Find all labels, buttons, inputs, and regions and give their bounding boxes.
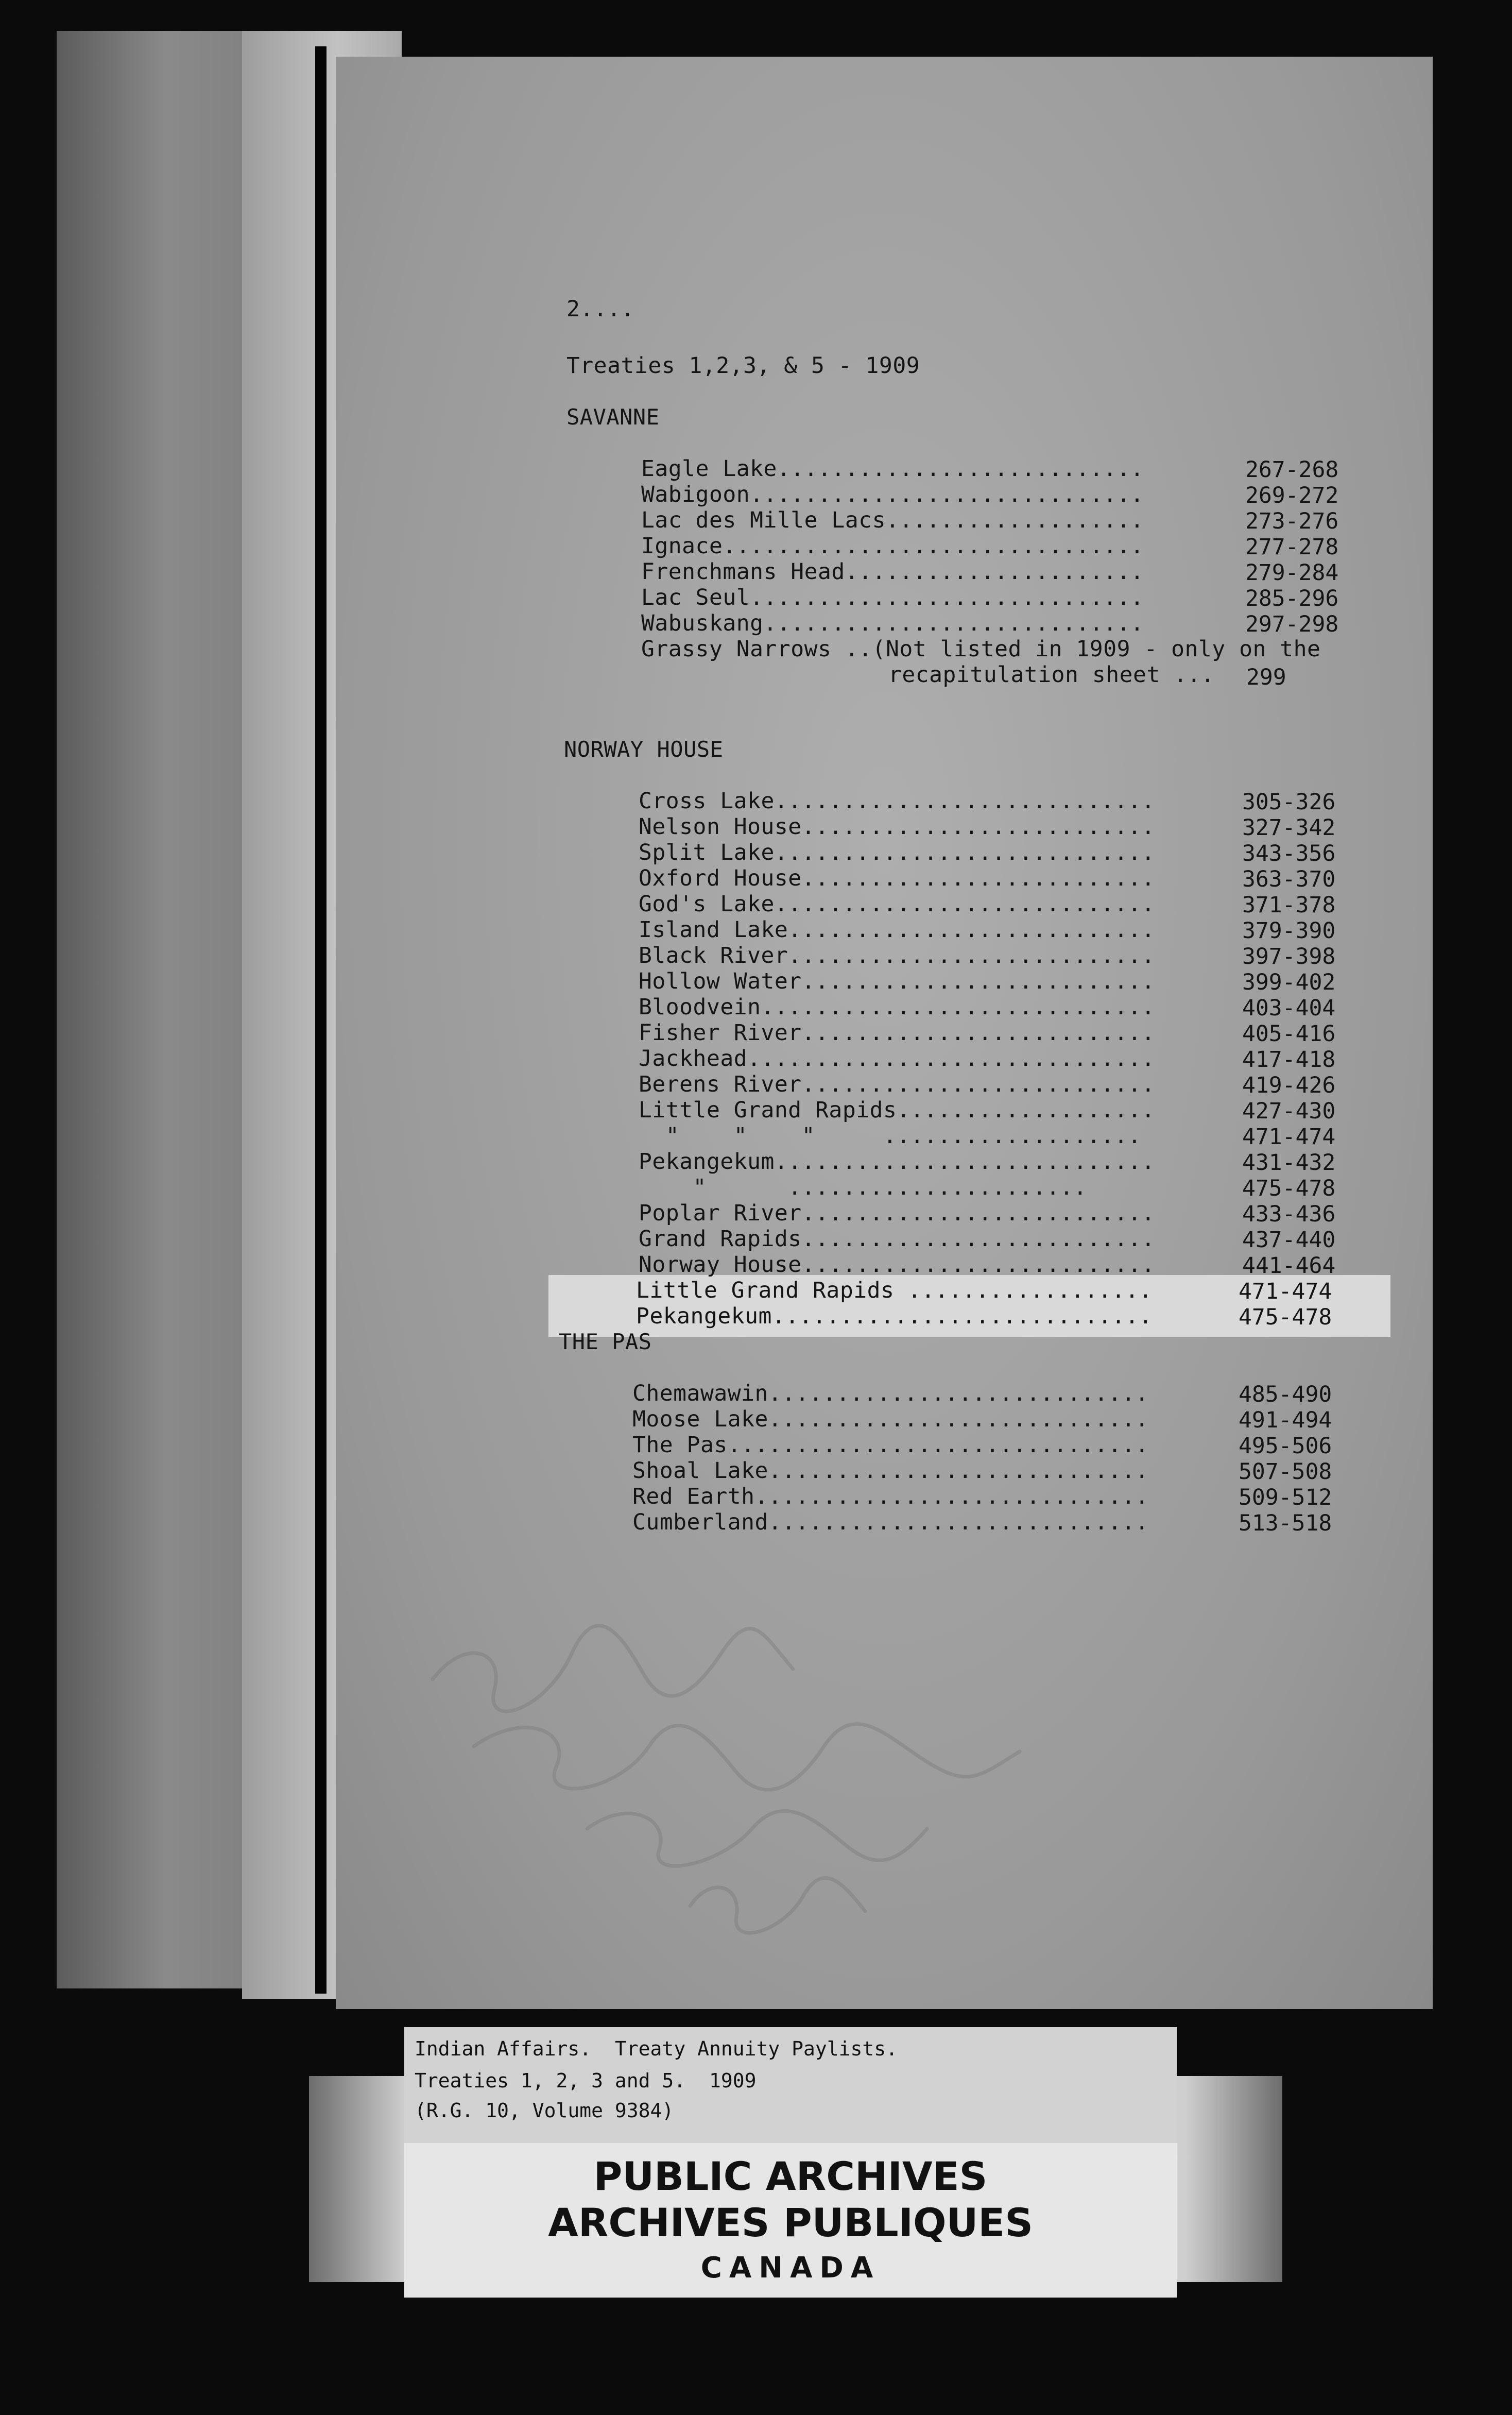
leader-dots: ............................... [727, 1432, 1149, 1458]
page-title: Treaties 1,2,3, & 5 - 1909 [566, 353, 920, 379]
index-entry [639, 865, 1155, 891]
entry-page-range: 485-490 [1239, 1382, 1332, 1407]
entry-page-range: 269-272 [1245, 483, 1339, 508]
leader-dots: ........................... [788, 917, 1155, 943]
entry-page-range: 305-326 [1242, 789, 1336, 815]
archives-french: ARCHIVES PUBLIQUES [548, 2200, 1033, 2246]
entry-page-range: 285-296 [1245, 586, 1339, 611]
entry-page-range: 471-474 [1242, 1124, 1336, 1150]
entry-page-range: 513-518 [1239, 1510, 1332, 1536]
volume-label [404, 2027, 1177, 2146]
entry-page-range: 427-430 [1242, 1098, 1336, 1124]
entry-name: Nelson House [639, 814, 802, 840]
entry-name: Fisher River [639, 1020, 802, 1046]
index-entry [639, 917, 1155, 943]
index-entry [639, 788, 1155, 814]
entry-name: Frenchmans Head [641, 559, 845, 585]
signature-faint [402, 1576, 1123, 1968]
entry-page-range: 433-436 [1242, 1201, 1336, 1227]
entry-name: Little Grand Rapids [636, 1278, 895, 1303]
leader-dots: ............................. [750, 585, 1144, 610]
entry-name: Lac des Mille Lacs [641, 507, 886, 533]
leader-dots: ............................ [768, 1509, 1149, 1535]
entry-name: Cumberland [632, 1509, 768, 1535]
index-entry [639, 814, 1155, 840]
leader-dots: ............................ [774, 840, 1155, 865]
entry-page-range: 399-402 [1242, 970, 1336, 995]
entry-page-range: 363-370 [1242, 866, 1336, 892]
entry-page-range: 471-474 [1239, 1279, 1332, 1304]
entry-page-range: 417-418 [1242, 1047, 1336, 1073]
leader-dots: .......................... [801, 865, 1155, 891]
leader-dots: ............................. [761, 994, 1155, 1020]
leader-dots: ............................ [768, 1458, 1149, 1484]
entry-page-range: 273-276 [1245, 508, 1339, 534]
leader-dots: ............................ [774, 891, 1155, 917]
entry-name: " [639, 1175, 707, 1200]
entry-page-range: 431-432 [1242, 1150, 1336, 1176]
leader-dots: .......................... [801, 1072, 1155, 1097]
leader-dots: ............................ [774, 788, 1155, 814]
entry-page-range: 491-494 [1239, 1407, 1332, 1433]
entry-page-range: 297-298 [1245, 611, 1339, 637]
index-entry [639, 1175, 1087, 1200]
entry-page-range: 405-416 [1242, 1021, 1336, 1047]
entry-name: Pekangekum [639, 1149, 775, 1175]
index-entry [639, 1226, 1155, 1252]
leader-dots: ...................... [845, 559, 1144, 585]
leader-dots: ............................. [750, 482, 1144, 507]
index-entry [639, 994, 1155, 1020]
entry-page-range: 267-268 [1245, 457, 1339, 483]
entry-name: Shoal Lake [632, 1458, 768, 1484]
entry-page-range: 403-404 [1242, 995, 1336, 1021]
index-entry [639, 1046, 1155, 1072]
index-entry [641, 533, 1144, 559]
leader-dots: .......................... [801, 814, 1155, 840]
entry-page-range: 343-356 [1242, 841, 1336, 866]
entry-name: Little Grand Rapids [639, 1097, 897, 1123]
index-entry [641, 482, 1144, 507]
entry-name: Ignace [641, 533, 723, 559]
archives-english: PUBLIC ARCHIVES [593, 2153, 988, 2199]
entry-name: The Pas [632, 1432, 728, 1458]
leader-dots: ...................... [706, 1175, 1087, 1200]
grassy-narrows-note: recapitulation sheet ... [888, 662, 1215, 688]
archives-country: CANADA [700, 2251, 881, 2285]
page-number: 2.... [566, 296, 634, 322]
entry-name: Bloodvein [639, 994, 761, 1020]
entry-name: Island Lake [639, 917, 788, 943]
index-entry [639, 840, 1155, 865]
entry-name: Berens River [639, 1072, 802, 1097]
entry-name: Cross Lake [639, 788, 775, 814]
entry-name: Norway House [639, 1252, 802, 1278]
entry-name: Moose Lake [632, 1406, 768, 1432]
entry-name: Hollow Water [639, 968, 802, 994]
index-entry [639, 1200, 1155, 1226]
leader-dots: ........................... [777, 456, 1144, 482]
leader-dots: ............................ [763, 610, 1144, 636]
section-title-the-pas: THE PAS [559, 1329, 652, 1354]
entry-page-range: 397-398 [1242, 944, 1336, 970]
index-entry [641, 585, 1144, 610]
leader-dots: ............................ [771, 1303, 1153, 1329]
leader-dots: ................... [886, 507, 1144, 533]
entry-name: Poplar River [639, 1200, 802, 1226]
binding-fold [315, 46, 327, 1994]
leader-dots: .......................... [801, 1226, 1155, 1252]
index-entry [641, 507, 1144, 533]
entry-name: Black River [639, 943, 788, 968]
entry-name: Red Earth [632, 1484, 755, 1509]
entry-page-range: 475-478 [1239, 1304, 1332, 1330]
index-entry [639, 1072, 1155, 1097]
index-entry [639, 891, 1155, 917]
leader-dots: ................... [815, 1123, 1142, 1149]
entry-name: Wabuskang [641, 610, 764, 636]
entry-name: Eagle Lake [641, 456, 777, 482]
index-entry [641, 559, 1144, 585]
index-entry [632, 1381, 1149, 1406]
entry-page-range: 507-508 [1239, 1459, 1332, 1485]
archives-stamp [404, 2143, 1177, 2298]
index-entry [636, 1303, 1153, 1329]
entry-name: Lac Seul [641, 585, 750, 610]
entry-page-range: 379-390 [1242, 918, 1336, 944]
entry-page-range: 441-464 [1242, 1253, 1336, 1279]
entry-name: Oxford House [639, 865, 802, 891]
entry-page-range: 509-512 [1239, 1485, 1332, 1510]
index-entry [632, 1406, 1149, 1432]
leader-dots: ........................... [788, 943, 1155, 968]
entry-name: Wabigoon [641, 482, 750, 507]
entry-name: Grand Rapids [639, 1226, 802, 1252]
volume-label-line-2: Treaties 1, 2, 3 and 5. 1909 [415, 2069, 757, 2092]
entry-page-range: 327-342 [1242, 815, 1336, 841]
entry-page-range: 371-378 [1242, 892, 1336, 918]
grassy-narrows-line: Grassy Narrows ..(Not listed in 1909 - only on the [641, 636, 1321, 662]
entry-name: God's Lake [639, 891, 775, 917]
leader-dots: .................. [894, 1278, 1153, 1303]
index-entry [632, 1509, 1149, 1535]
leader-dots: ................... [897, 1097, 1155, 1123]
leader-dots: ............................ [768, 1381, 1149, 1406]
leader-dots: ............................. [754, 1484, 1149, 1509]
volume-label-line-1: Indian Affairs. Treaty Annuity Paylists. [415, 2037, 898, 2060]
entry-page-range: 419-426 [1242, 1073, 1336, 1098]
section-title-savanne: SAVANNE [566, 404, 660, 430]
index-entry [639, 1149, 1155, 1175]
leader-dots: ............................... [723, 533, 1144, 559]
entry-name: Jackhead [639, 1046, 748, 1072]
section-title-norway-house: NORWAY HOUSE [564, 737, 724, 762]
entry-name: Split Lake [639, 840, 775, 865]
index-entry [641, 456, 1144, 482]
entry-page-range: 437-440 [1242, 1227, 1336, 1253]
index-entry [632, 1484, 1149, 1509]
entry-name: " " " [639, 1123, 816, 1149]
entry-page-range: 475-478 [1242, 1176, 1336, 1201]
index-entry [632, 1458, 1149, 1484]
volume-label-line-3: (R.G. 10, Volume 9384) [415, 2099, 674, 2122]
leader-dots: .......................... [801, 1200, 1155, 1226]
entry-page-range: 277-278 [1245, 534, 1339, 560]
index-entry [636, 1278, 1153, 1303]
index-entry [639, 968, 1155, 994]
index-entry [641, 610, 1144, 636]
index-entry [639, 1020, 1155, 1046]
index-entry [639, 1123, 1141, 1149]
entry-name: Chemawawin [632, 1381, 768, 1406]
index-entry [639, 1252, 1155, 1278]
leader-dots: .......................... [801, 968, 1155, 994]
index-entry [632, 1432, 1149, 1458]
leader-dots: .......................... [801, 1252, 1155, 1278]
leader-dots: ............................ [774, 1149, 1155, 1175]
grassy-narrows-range: 299 [1246, 665, 1286, 690]
entry-name: Pekangekum [636, 1303, 772, 1329]
leader-dots: .............................. [747, 1046, 1155, 1072]
entry-page-range: 279-284 [1245, 560, 1339, 586]
index-entry [639, 1097, 1155, 1123]
entry-page-range: 495-506 [1239, 1433, 1332, 1459]
leader-dots: ............................ [768, 1406, 1149, 1432]
leader-dots: .......................... [801, 1020, 1155, 1046]
index-entry [639, 943, 1155, 968]
